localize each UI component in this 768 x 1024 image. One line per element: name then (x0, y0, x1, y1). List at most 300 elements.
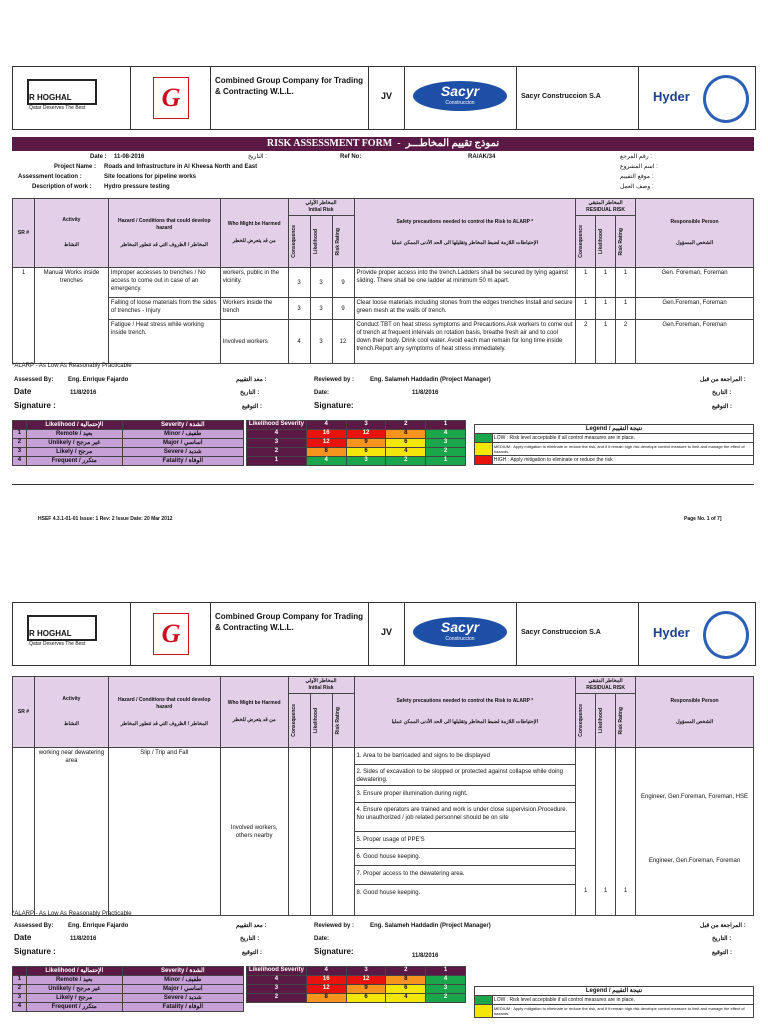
col-consequence-text: Consequence (290, 704, 297, 737)
col-residual-ar: المخاطر المتبقي (588, 200, 623, 206)
mat-col: 2 (386, 421, 426, 430)
mat-cell: 4 (306, 457, 346, 466)
likelihood-severity-table (12, 420, 244, 466)
col-responsible-text: Responsible Person (670, 698, 719, 704)
row-who: Workers inside the trench (220, 298, 288, 320)
row-rl: 1 (596, 320, 616, 364)
mat-cell: 12 (346, 976, 386, 985)
col-hazard-text: Hazard / Conditions that could develop hazard (118, 696, 211, 710)
mat-cell: 4 (426, 430, 466, 439)
legend-high: HIGH : Apply mitigation to eliminate or reduce the risk (492, 456, 753, 465)
assessed-label: Assessed By: (14, 923, 54, 929)
mat-severity: Severe / شديد (122, 448, 243, 457)
row-hazard: Fatigue / Heat stress while working inside trench. (108, 320, 220, 364)
mat-row: 1 (247, 457, 307, 466)
footer-right: Page No. 1 of 7] (684, 516, 722, 522)
company-name (211, 67, 369, 129)
alarp-note: *ALARP - As Low As Reasonably Practicable (12, 363, 132, 369)
jv-cell (369, 67, 405, 129)
mat-cell: 1 (426, 457, 466, 466)
col-responsible-text: Responsible Person (670, 219, 719, 225)
col-initial-text: Initial Risk (308, 685, 334, 691)
col-who-text: Who Might be Harmed (227, 700, 281, 706)
col-precautions-ar: الإحتياطات اللازمة لضبط المخاطر وتقليلها الى الحد الأدنى الممكن عمليا (391, 240, 538, 246)
mat-cell: 12 (346, 430, 386, 439)
col-precautions (354, 199, 576, 268)
jv-text: JV (380, 91, 392, 101)
resp-secondary: Engineer, Gen.Foreman, Foreman (648, 858, 741, 864)
col-likelihood (310, 694, 332, 748)
mat-cell: 4 (386, 994, 426, 1003)
col-responsible (636, 677, 754, 748)
legend (474, 424, 754, 465)
form-title-ar: نموذج تقييم المخاطـــر (405, 138, 500, 149)
precaution-item: 4. Ensure operators are trained and work is under close supervision.Procedure. No unauthorized / job related personnel should be on site (355, 803, 576, 832)
mat-severity: Fatality / الوفاة (122, 1003, 243, 1012)
legend-low-swatch (475, 434, 493, 443)
col-hazard (108, 677, 220, 748)
row-resp: Gen.Foreman, Foreman (636, 320, 754, 364)
mat-cell: 16 (306, 430, 346, 439)
mat-cell: 12 (306, 985, 346, 994)
reviewed-value: Eng. Salameh Haddadin (Project Manager) (370, 923, 491, 929)
sacyr-name-text: Sacyr Construccion S.A (521, 629, 601, 636)
row-activity: working near dewatering area (34, 748, 108, 916)
mat-cell: 8 (306, 994, 346, 1003)
col-precautions-ar: الإحتياطات اللازمة لضبط المخاطر وتقليلها الى الحد الأدنى الممكن عمليا (391, 719, 538, 725)
precaution-item: 7. Proper access to the dewatering area. (355, 866, 576, 885)
col-consequence (288, 694, 310, 748)
mat-col: 4 (306, 967, 346, 976)
col-hazard-text: Hazard / Conditions that could develop hazard (118, 217, 211, 231)
date-label: Date : (90, 154, 107, 160)
col-rating (332, 694, 354, 748)
sacyr-name (517, 67, 639, 129)
mat-cell: 6 (346, 994, 386, 1003)
row-resp: Gen. Foreman, Foreman (636, 268, 754, 298)
hyder-logo (639, 67, 755, 129)
legend-low: LOW : Risk level acceptable if all control measures are in place. (492, 996, 753, 1005)
row-sr: 1 (13, 268, 35, 364)
col-res-likelihood-text: Likelihood (598, 229, 605, 254)
assessed-date-label: Date (14, 387, 32, 396)
rs-hoghal-logo (13, 603, 131, 665)
legend-high-swatch (475, 456, 493, 465)
rs-slogan: Qatar Deserves The Best (29, 641, 86, 647)
reviewed-label: Reviewed by : (314, 377, 355, 383)
col-res-consequence (576, 694, 596, 748)
mat-col: 3 (346, 421, 386, 430)
risk-matrix (246, 420, 466, 466)
mat-cell: 8 (386, 976, 426, 985)
reviewed-date-value: 11/8/2016 (412, 953, 439, 959)
mat-likelihood: Frequent / متكرر (26, 1003, 122, 1012)
mat-likelihood: Remote / بعيد (26, 976, 122, 985)
mat-severity: Major / اساسي (122, 985, 243, 994)
row-rr: 2 (616, 320, 636, 364)
row-precaution: Clear loose materials including stones from the edges trenches Install and secure green mesh at the walls of trench. (354, 298, 576, 320)
row-hazard: Slip / Trip and Fall (108, 748, 220, 916)
sacyr-logo (405, 67, 517, 129)
precaution-item: 8. Good house keeping. (356, 890, 421, 896)
sacyr-name (517, 603, 639, 665)
mat-n: 3 (13, 994, 27, 1003)
mat-likelihood: Frequent / متكرر (26, 457, 122, 466)
row-rc: 1 (576, 268, 596, 298)
mat-likelihood: Likely / مرجح (26, 994, 122, 1003)
reviewed-ar: المراجعة من قبل : (700, 923, 746, 929)
row-resp: Gen.Foreman, Foreman (636, 298, 754, 320)
mat-cell: 12 (306, 439, 346, 448)
mat-cell: 9 (346, 439, 386, 448)
description-ar: وصف العمل : (620, 184, 654, 190)
row-l: 3 (310, 320, 332, 364)
col-rating (332, 216, 354, 268)
mat-n: 1 (13, 430, 27, 439)
mat-cell: 16 (306, 976, 346, 985)
mat-col: 4 (306, 421, 346, 430)
mat-col: 2 (386, 967, 426, 976)
precaution-item: 5. Proper usage of PPE'S (355, 832, 576, 849)
row-rl: 1 (596, 748, 616, 916)
col-res-likelihood-text: Likelihood (598, 708, 605, 733)
cg-logo (131, 603, 211, 665)
col-res-consequence-text: Consequence (578, 704, 585, 737)
location-ar: موقع التقييم : (620, 174, 654, 180)
col-res-rating (616, 694, 636, 748)
likelihood-severity-table-2 (12, 966, 244, 1012)
col-rating-text: Risk Rating (334, 227, 341, 256)
row-hazard: Falling of loose materials from the sides of trenches - Injury (108, 298, 220, 320)
cg-logo-mark: G (153, 613, 189, 655)
mat-likelihood: Unlikely / غير مرجح (26, 985, 122, 994)
row-l (310, 748, 332, 916)
mat-cell: 6 (386, 439, 426, 448)
assessed-ar: معد التقييم : (236, 377, 267, 383)
sacyr-logo-sub: Construccion (445, 636, 475, 642)
row-rl: 1 (596, 298, 616, 320)
col-who (220, 199, 288, 268)
col-responsible (636, 199, 754, 268)
col-likelihood-text: Likelihood (312, 229, 319, 254)
letterhead-2 (12, 602, 756, 666)
alarp-note: *ALARP - As Low As Reasonably Practicable (12, 911, 132, 917)
mat-likelihood: Remote / بعيد (26, 430, 122, 439)
assessed-date-value: 11/8/2016 (70, 936, 97, 942)
col-activity-text: Activity (62, 217, 81, 223)
form-title-bar: RISK ASSESSMENT FORM - نموذج تقييم المخاطـــر (12, 137, 754, 151)
project-ar: اسم المشروع : (620, 164, 658, 170)
mat-severity: Minor / طفيف (122, 430, 243, 439)
mat-cell: 4 (426, 976, 466, 985)
col-initial (288, 677, 354, 694)
col-activity-text: Activity (62, 696, 81, 702)
col-res-rating (616, 216, 636, 268)
info-block (12, 153, 754, 193)
assessed-signature-label: Signature : (14, 401, 56, 410)
assessed-ar: معد التقييم : (236, 923, 267, 929)
assessed-signature-ar: التوقيع : (242, 950, 262, 956)
legend-title: Legend / نتيجة التقييم (475, 987, 754, 996)
mat-row: 2 (247, 448, 307, 457)
table-row (13, 748, 754, 916)
letterhead (12, 66, 756, 130)
resp-primary: Engineer, Gen.Foreman, Foreman, HSE (641, 794, 749, 800)
assessed-signature-ar: التوقيع : (242, 404, 262, 410)
legend-title: Legend / نتيجة التقييم (475, 425, 754, 434)
mat-row: 3 (247, 439, 307, 448)
sacyr-logo (405, 603, 517, 665)
reviewed-date-label: Date: (314, 936, 330, 942)
legend-medium: MEDIUM : Apply mitigation to eliminate or reduce the risk, and if it remain high risk develope control measure to limit and manage the effect of hazards. (492, 443, 753, 456)
mat-cell: 2 (426, 994, 466, 1003)
col-consequence (288, 216, 310, 268)
mat-row: 4 (247, 976, 307, 985)
row-c: 4 (288, 320, 310, 364)
mat-corner: Likelihood Severity (247, 421, 307, 430)
table-row (13, 298, 754, 320)
col-likelihood-text: Likelihood (312, 708, 319, 733)
row-rc: 1 (576, 298, 596, 320)
row-rr: 1 (616, 298, 636, 320)
row-r: 9 (332, 298, 354, 320)
reviewed-value: Eng. Salameh Haddadin (Project Manager) (370, 377, 491, 383)
col-res-rating-text: Risk Rating (618, 227, 625, 256)
col-consequence-text: Consequence (290, 225, 297, 258)
mat-row: 4 (247, 430, 307, 439)
mat-cell: 4 (386, 448, 426, 457)
rs-hoghal-logo (13, 67, 131, 129)
risk-table (12, 198, 754, 364)
assessed-label: Assessed By: (14, 377, 54, 383)
mat-severity: Fatality / الوفاة (122, 457, 243, 466)
location-label: Assessment location : (18, 174, 82, 180)
likelihood-head: Likelihood / الإحتمالية (26, 421, 122, 430)
col-initial-ar: المخاطر الأولي (305, 200, 337, 206)
mat-n: 4 (13, 457, 27, 466)
mat-n: 3 (13, 448, 27, 457)
row-resp (636, 748, 754, 916)
assessed-date-ar: التاريخ : (240, 390, 260, 396)
date-value: 11-08-2016 (114, 154, 145, 160)
jv-cell (369, 603, 405, 665)
mat-row: 2 (247, 994, 307, 1003)
mat-severity: Major / اساسي (122, 439, 243, 448)
sacyr-logo-sub: Construccion (445, 100, 475, 106)
col-who (220, 677, 288, 748)
legend-low-swatch (475, 996, 493, 1005)
col-hazard-ar: المخاطر / الظروف التي قد تتطور المخاطر (120, 241, 208, 248)
row-r: 9 (332, 268, 354, 298)
mat-likelihood: Likely / مرجح (26, 448, 122, 457)
ref-value: RA/AK/34 (468, 154, 496, 160)
location-value: Site locations for pipeline works (104, 174, 197, 180)
legend-medium-swatch (475, 1005, 493, 1018)
row-precaution-list (354, 748, 576, 916)
reviewed-signature-label: Signature: (314, 947, 354, 956)
ref-label: Ref No: (340, 154, 362, 160)
col-rating-text: Risk Rating (334, 706, 341, 735)
reviewed-label: Reviewed by : (314, 923, 355, 929)
sacyr-logo-mark (413, 81, 507, 111)
col-residual-ar: المخاطر المتبقي (588, 678, 623, 684)
description-value: Hydro pressure testing (104, 184, 170, 190)
cg-logo-mark: G (153, 77, 189, 119)
assessed-date-value: 11/8/2016 (70, 390, 97, 396)
severity-head: Severity / الشدة (122, 421, 243, 430)
hyder-logo-text: Hyder (653, 625, 690, 640)
mat-cell: 6 (346, 448, 386, 457)
precaution-item: 1. Area to be barricaded and signs to be displayed (355, 748, 576, 765)
col-activity (34, 677, 108, 748)
divider (12, 484, 754, 485)
row-c (288, 748, 310, 916)
mat-n: 2 (13, 439, 27, 448)
company-name (211, 603, 369, 665)
mat-col: 3 (346, 967, 386, 976)
col-residual (576, 199, 636, 216)
assessed-signature-label: Signature : (14, 947, 56, 956)
row-who: Involved workers (220, 320, 288, 364)
col-res-likelihood (596, 694, 616, 748)
assessed-date-ar: التاريخ : (240, 936, 260, 942)
col-activity-ar: النشاط (63, 242, 79, 248)
sacyr-logo-text: Sacyr (440, 83, 480, 99)
col-res-consequence-text: Consequence (578, 225, 585, 258)
hyder-logo-mark (703, 611, 749, 659)
mat-cell: 2 (386, 457, 426, 466)
mat-n: 4 (13, 1003, 27, 1012)
jv-text: JV (380, 627, 392, 637)
risk-table-2 (12, 676, 754, 916)
row-precaution: Provide proper access into the trench.Ladders shall be secured by tying against sliding. There shall be one ladder at minimum 50 m apart. (354, 268, 576, 298)
legend-low: LOW : Risk level acceptable if all control measures are in place. (492, 434, 753, 443)
mat-col: 1 (426, 421, 466, 430)
risk-matrix-2 (246, 966, 466, 1003)
assessed-date-label: Date (14, 933, 32, 942)
precaution-item: 2. Sides of excavation to be slopped or protected against collapse while doing dewatering. (355, 765, 576, 786)
row-rr: 1 (616, 268, 636, 298)
col-initial (288, 199, 354, 216)
severity-head: Severity / الشدة (122, 967, 243, 976)
mat-cell: 8 (306, 448, 346, 457)
col-precautions-text: Safety precautions needed to control the Risk to ALARP * (396, 219, 534, 225)
ref-ar: رقم المرجع : (620, 154, 652, 160)
reviewed-date-ar: التاريخ : (712, 936, 732, 942)
reviewed-date-value: 11/8/2016 (412, 390, 439, 396)
col-precautions (354, 677, 576, 748)
project-value: Roads and Infrastructure in Al Kheesa North and East (104, 164, 258, 170)
col-res-consequence (576, 216, 596, 268)
row-who: Involved workers, others nearby (220, 748, 288, 916)
mat-col: 1 (426, 967, 466, 976)
table-row (13, 320, 754, 364)
assessed-value: Eng. Enrique Fajardo (68, 377, 129, 383)
col-sr: SR # (13, 199, 35, 268)
sacyr-logo-mark (413, 617, 507, 647)
col-hazard-ar: المخاطر / الظروف التي قد تتطور المخاطر (120, 720, 208, 727)
description-label: Description of work : (32, 184, 92, 190)
reviewed-date-label: Date: (314, 390, 330, 396)
reviewed-date-ar: التاريخ : (712, 390, 732, 396)
row-c: 3 (288, 268, 310, 298)
col-res-likelihood (596, 216, 616, 268)
col-responsible-ar: الشخص المسؤول (676, 240, 714, 246)
row-precaution: Conduct TBT on heat stress symptoms and Precautions.Ask workers to come out of trench at frequent intervals on rotation basis, breathe fresh air and to cool down their body. Drink cool water. Avoid each man remain for long time inside trench.Report any symptoms of heat stress immediately. (354, 320, 576, 364)
row-activity: Manual Works inside trenches (34, 268, 108, 364)
legend-2 (474, 986, 754, 1018)
col-residual-text: RESIDUAL RISK (586, 685, 626, 691)
hyder-logo (639, 603, 755, 665)
row-l: 3 (310, 298, 332, 320)
mat-head-blank (13, 967, 27, 976)
mat-cell: 3 (346, 457, 386, 466)
mat-corner: Likelihood Severity (247, 967, 307, 976)
col-res-rating-text: Risk Rating (618, 706, 625, 735)
row-r (332, 748, 354, 916)
hyder-logo-text: Hyder (653, 89, 690, 104)
row-rl: 1 (596, 268, 616, 298)
sacyr-name-text: Sacyr Construccion S.A (521, 93, 601, 100)
legend-medium-swatch (475, 443, 493, 456)
cg-logo (131, 67, 211, 129)
project-label: Project Name : (54, 164, 97, 170)
legend-medium: MEDIUM : Apply mitigation to eliminate or reduce the risk, and if it remain high risk develope control measure to limit and manage the effect of hazards. (492, 1005, 753, 1018)
mat-severity: Severe / شديد (122, 994, 243, 1003)
col-residual (576, 677, 636, 694)
reviewed-ar: المراجعة من قبل : (700, 377, 746, 383)
mat-n: 1 (13, 976, 27, 985)
col-who-text: Who Might be Harmed (227, 221, 281, 227)
signature-block (12, 376, 754, 414)
col-who-ar: من قد يتعرض للخطر (232, 238, 276, 244)
company-name-text: Combined Group Company for Trading & Contracting W.L.L. (215, 612, 363, 632)
table-row (13, 268, 754, 298)
col-activity-ar: النشاط (63, 721, 79, 727)
mat-head-blank (13, 421, 27, 430)
rs-hoghal-text: R HOGHAL (29, 629, 72, 638)
mat-n: 2 (13, 985, 27, 994)
mat-cell: 2 (426, 448, 466, 457)
col-likelihood (310, 216, 332, 268)
date-ar: التاريخ : (248, 154, 267, 160)
reviewed-signature-label: Signature: (314, 401, 354, 410)
col-hazard (108, 199, 220, 268)
mat-row: 3 (247, 985, 307, 994)
row-l: 3 (310, 268, 332, 298)
mat-cell: 6 (386, 985, 426, 994)
col-precautions-text: Safety precautions needed to control the Risk to ALARP * (396, 698, 534, 704)
row-rc: 2 (576, 320, 596, 364)
row-r: 12 (332, 320, 354, 364)
col-initial-ar: المخاطر الأولي (305, 678, 337, 684)
row-rr: 1 (616, 748, 636, 916)
signature-block-2 (12, 922, 754, 960)
reviewed-signature-ar: التوقيع : (712, 950, 732, 956)
row-rc: 1 (576, 748, 596, 916)
hyder-logo-mark (703, 75, 749, 123)
rs-hoghal-text: R HOGHAL (29, 93, 72, 102)
col-responsible-ar: الشخص المسؤول (676, 719, 714, 725)
likelihood-head: Likelihood / الإحتمالية (26, 967, 122, 976)
col-sr: SR # (13, 677, 35, 748)
footer-left: HSEF 4.3.1-01-01 Issue: 1 Rev: 2 Issue Date: 20 Mar 2012 (38, 516, 173, 522)
precaution-item: 6. Good house keeping. (355, 849, 576, 866)
precaution-item: 3. Ensure proper illumination during night. (355, 786, 576, 803)
col-residual-text: RESIDUAL RISK (586, 207, 625, 213)
col-who-ar: من قد يتعرض للخطر (232, 717, 276, 723)
mat-likelihood: Unlikely / غير مرجح (26, 439, 122, 448)
